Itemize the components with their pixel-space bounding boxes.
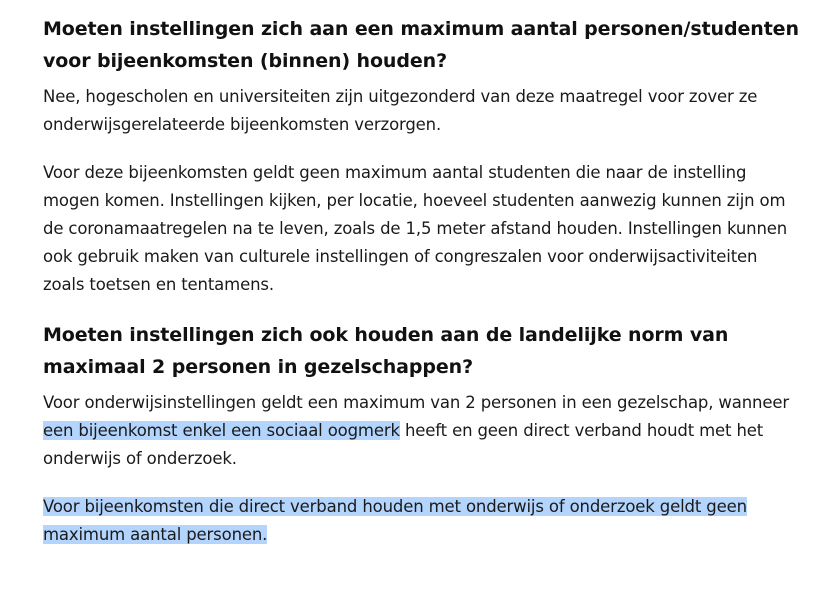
faq-section-1 [43,13,803,299]
answer-paragraph-2: Voor deze bijeenkomsten geldt geen maximum aantal studenten die naar de instelling mogen komen. Instellingen kijken, per locatie, hoeveel studenten aanwezig kunnen zijn om de coronamaatregelen na te leven, zoals de 1,5 meter afstand houden. Instellingen kunnen ook gebruik maken van culturele instellingen of congreszalen voor onderwijsactiviteiten zoals toetsen en tentamens. [43,163,788,294]
selected-text[interactable]: een bijeenkomst enkel een sociaal oogmerk [43,421,400,440]
answer-text-after: heeft en geen direct verband houdt met het onderwijs of onderzoek. [43,421,764,468]
article-content [43,13,803,569]
answer-paragraph-3 [43,389,803,473]
selected-paragraph[interactable]: Voor bijeenkomsten die direct verband houden met onderwijs of onderzoek geldt geen maximum aantal personen. [43,497,747,544]
answer-paragraph-4 [43,493,803,549]
question-heading-2: Moeten instellingen zich ook houden aan de landelijke norm van maximaal 2 personen in gezelschappen? [43,324,729,378]
answer-text-before: Voor onderwijsinstellingen geldt een maximum van 2 personen in een gezelschap, wanneer [43,393,789,412]
faq-section-2 [43,319,803,549]
question-heading-1: Moeten instellingen zich aan een maximum aantal personen/studenten voor bijeenkomsten (binnen) houden? [43,18,799,72]
answer-paragraph-1: Nee, hogescholen en universiteiten zijn uitgezonderd van deze maatregel voor zover ze onderwijsgerelateerde bijeenkomsten verzorgen. [43,87,758,134]
